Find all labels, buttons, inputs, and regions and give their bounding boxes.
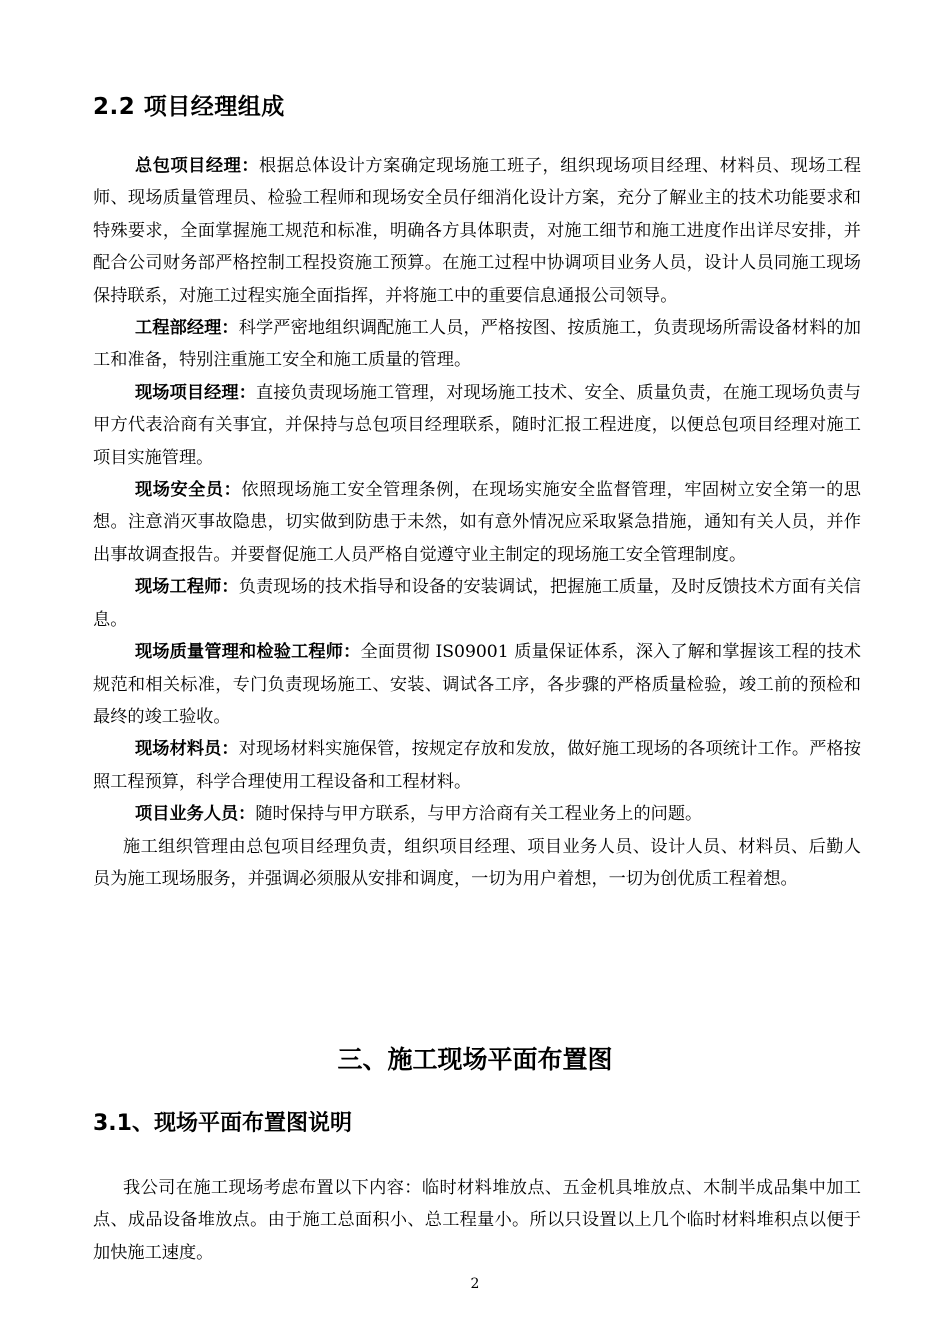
role-label: 现场质量管理和检验工程师： (135, 642, 361, 663)
role-paragraph (93, 377, 861, 474)
role-paragraph (93, 571, 861, 636)
role-paragraph (93, 474, 861, 571)
role-text: 全面贯彻 IS09001 质量保证体系，深入了解和掌握该工程的技术规范和相关标准，专门负责现场施工、安装、调试各工序，各步骤的严格质量检验，竣工前的预检和最终的竣工验收。 (93, 642, 861, 727)
role-text: 直接负责现场施工管理，对现场施工技术、安全、质量负责，在施工现场负责与甲方代表洽商有关事宜，并保持与总包项目经理联系，随时汇报工程进度，以便总包项目经理对施工项目实施管理。 (93, 382, 861, 468)
role-text: 依照现场施工安全管理条例，在现场实施安全监督管理，牢固树立安全第一的思想。注意消灭事故隐患，切实做到防患于未然，如有意外情况应采取紧急措施，通知有关人员，并作出事故调查报告。并要督促施工人员严格自觉遵守业主制定的现场施工安全管理制度。 (93, 480, 861, 565)
role-label: 现场材料员： (135, 739, 239, 760)
summary-paragraph: 施工组织管理由总包项目经理负责，组织项目经理、项目业务人员、设计人员、材料员、后勤人员为施工现场服务，并强调必须服从安排和调度，一切为用户着想，一切为创优质工程着想。 (93, 836, 861, 889)
section-heading-3: 三、施工现场平面布置图 (337, 1045, 613, 1074)
role-paragraph (93, 312, 861, 377)
section-heading-3-1: 3.1、现场平面布置图说明 (93, 1111, 352, 1136)
role-paragraph (93, 733, 861, 798)
role-label: 现场项目经理： (135, 382, 257, 403)
page-number: 2 (470, 1276, 480, 1292)
role-text: 根据总体设计方案确定现场施工班子，组织现场项目经理、材料员、现场工程师、现场质量管理员、检验工程师和现场安全员仔细消化设计方案，充分了解业主的技术功能要求和特殊要求，全面掌握施工规范和标准，明确各方具体职责，对施工细节和施工进度作出详尽安排，并配合公司财务部严格控制工程投资施工预算。在施工过程中协调项目业务人员，设计人员同施工现场保持联系，对施工过程实施全面指挥，并将施工中的重要信息通报公司领导。 (93, 156, 861, 306)
role-paragraph (93, 798, 861, 830)
roles-body (93, 150, 861, 895)
role-label: 总包项目经理： (135, 156, 260, 176)
role-paragraph (93, 636, 861, 733)
role-label: 现场安全员： (135, 480, 242, 501)
layout-body (93, 1172, 861, 1269)
layout-paragraph: 我公司在施工现场考虑布置以下内容：临时材料堆放点、五金机具堆放点、木制半成品集中加工点、成品设备堆放点。由于施工总面积小、总工程量小。所以只设置以上几个临时材料堆积点以便于加快施工速度。 (93, 1178, 861, 1263)
role-text: 负责现场的技术指导和设备的安装调试，把握施工质量，及时反馈技术方面有关信息。 (93, 577, 861, 630)
role-label: 现场工程师： (135, 577, 239, 598)
role-text: 随时保持与甲方联系，与甲方洽商有关工程业务上的问题。 (255, 804, 703, 825)
role-paragraph (93, 150, 861, 312)
role-label: 项目业务人员： (135, 804, 256, 825)
section-heading-2-2: 2.2 项目经理组成 (93, 94, 285, 120)
role-text: 科学严密地组织调配施工人员，严格按图、按质施工，负责现场所需设备材料的加工和准备，特别注重施工安全和施工质量的管理。 (93, 318, 861, 371)
role-label: 工程部经理： (135, 318, 239, 339)
role-text: 对现场材料实施保管，按规定存放和发放，做好施工现场的各项统计工作。严格按照工程预算，科学合理使用工程设备和工程材料。 (93, 739, 861, 792)
